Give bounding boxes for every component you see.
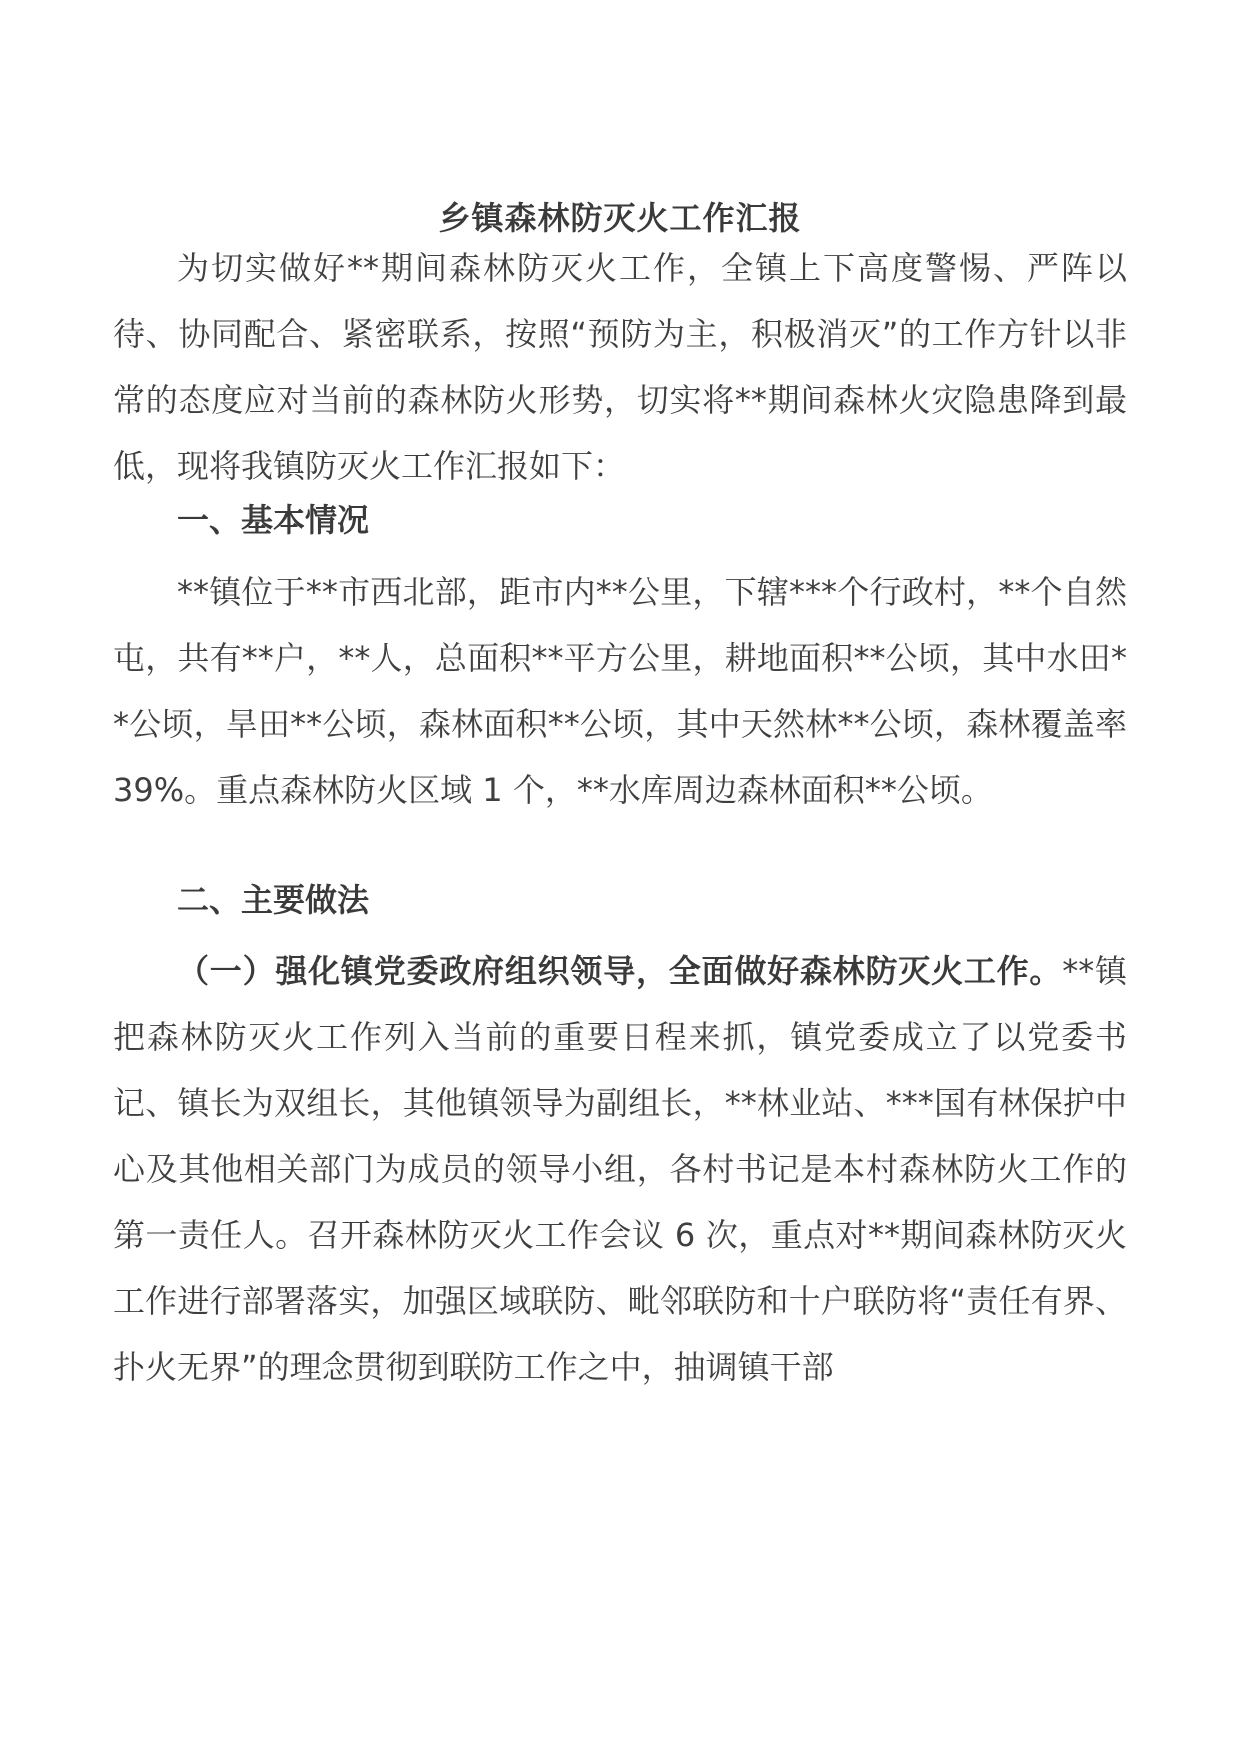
basic-info-paragraph: **镇位于**市西北部，距市内**公里，下辖***个行政村，**个自然屯，共有**户，**人，总面积**平方公里，耕地面积**公顷，其中水田**公顷，旱田**公顷，森林面积**公顷，其中天然林**公顷，森林覆盖率 39%。重点森林防火区域 1 个，**水库周边森林面积**公顷。 [113, 573, 1127, 809]
measures-paragraph-1 [113, 938, 1127, 1400]
paragraph-body-text: **镇把森林防灭火工作列入当前的重要日程来抓，镇党委成立了以党委书记、镇长为双组长，其他镇领导为副组长，**林业站、***国有林保护中心及其他相关部门为成员的领导小组，各村书记是本村森林防火工作的第一责任人。召开森林防灭火工作会议 6 次，重点对**期间森林防灭火工作进行部署落实，加强区域联防、毗邻联防和十户联防将“责任有界、扑火无界”的理念贯彻到联防工作之中，抽调镇干部 [113, 952, 1127, 1386]
document-title: 乡镇森林防灭火工作汇报 [438, 199, 802, 237]
section-heading-main-measures: 二、主要做法 [177, 881, 370, 919]
paragraph-lead-sentence: （一）强化镇党委政府组织领导，全面做好森林防灭火工作。 [177, 952, 1063, 990]
intro-paragraph: 为切实做好**期间森林防灭火工作，全镇上下高度警惕、严阵以待、协同配合、紧密联系，按照“预防为主，积极消灭”的工作方针以非常的态度应对当前的森林防火形势，切实将**期间森林火灾隐患降到最低，现将我镇防灭火工作汇报如下： [113, 249, 1127, 485]
section-heading-basic-info: 一、基本情况 [177, 501, 370, 539]
